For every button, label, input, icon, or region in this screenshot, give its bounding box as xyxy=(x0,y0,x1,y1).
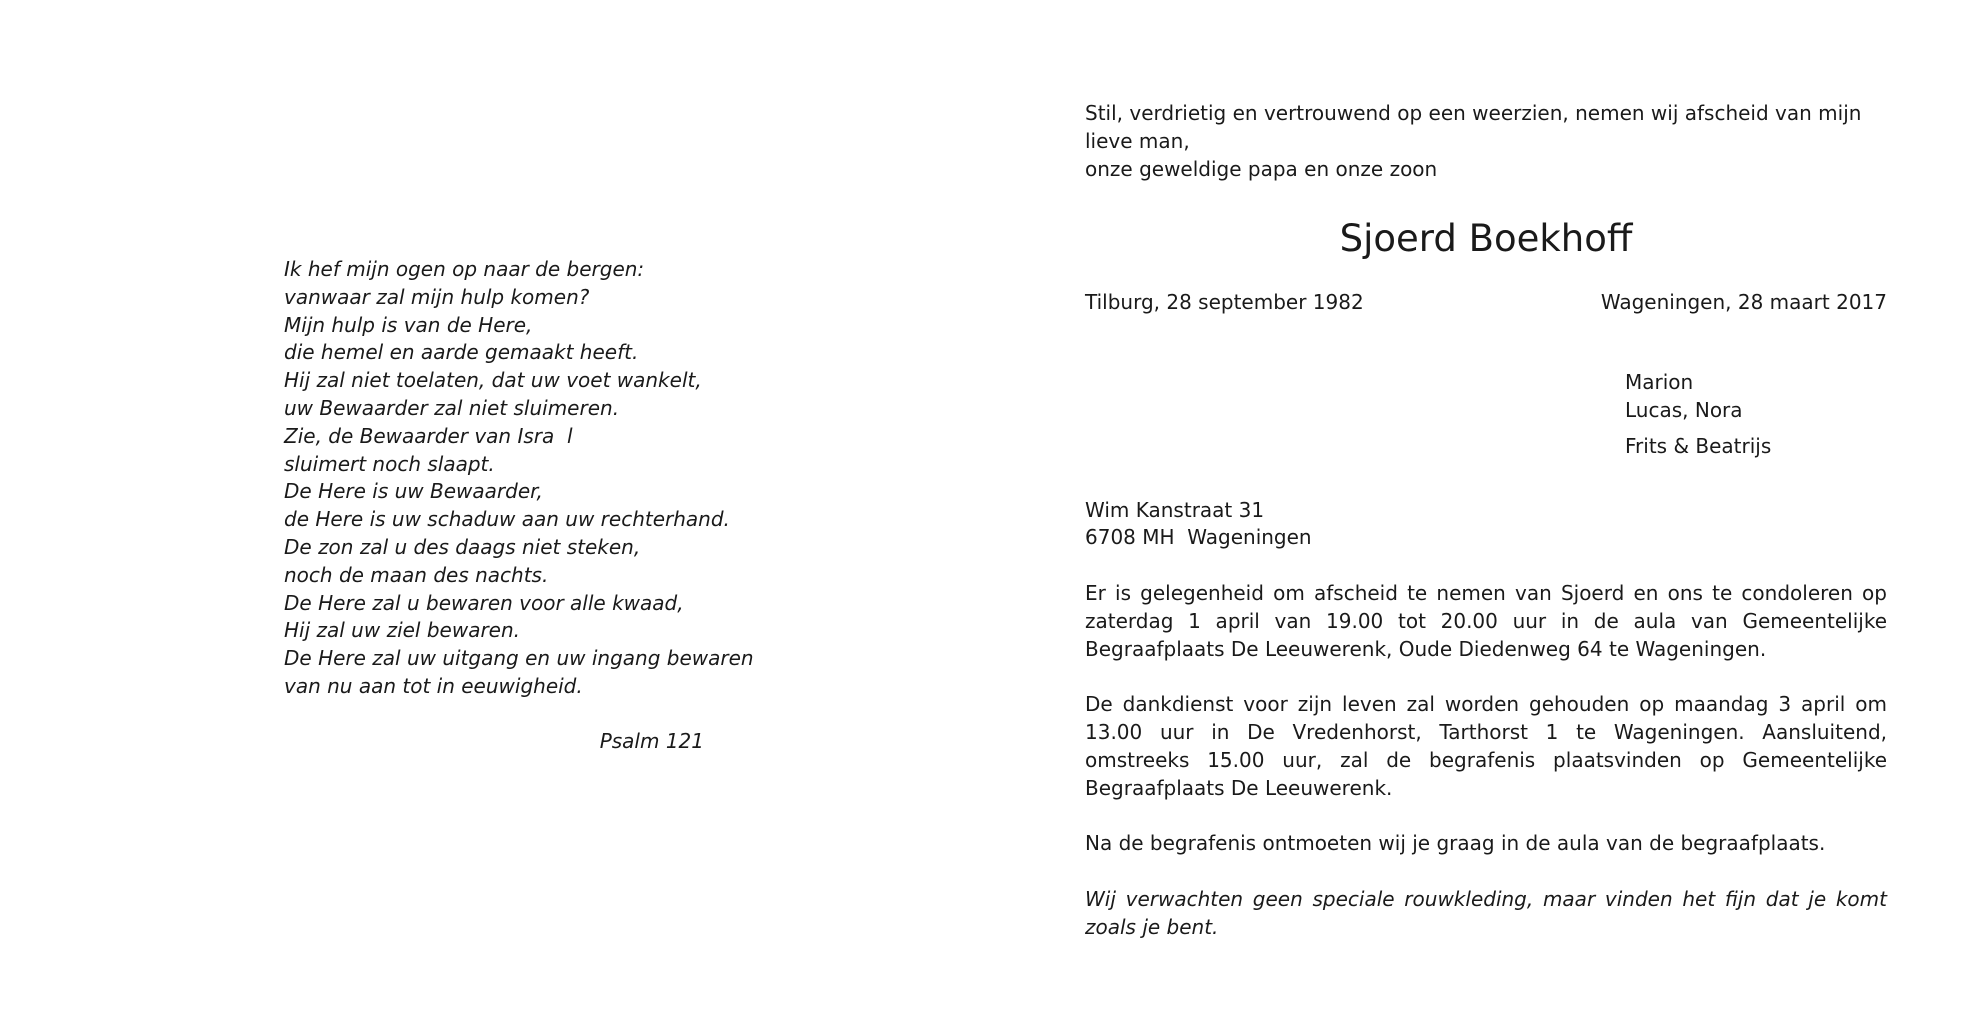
psalm-line: van nu aan tot in eeuwigheid. xyxy=(284,673,583,698)
psalm-line: De Here zal uw uitgang en uw ingang bewaren xyxy=(284,646,754,671)
address-city: 6708 MH Wageningen xyxy=(1085,525,1312,550)
psalm-line: Hij zal uw ziel bewaren. xyxy=(284,618,521,643)
meeting-paragraph: Na de begrafenis ontmoeten wij je graag in de aula van de begraafplaats. xyxy=(1085,831,1826,856)
psalm-line: noch de maan des nachts. xyxy=(284,562,549,587)
intro-text xyxy=(1085,100,1887,183)
correspondence-address xyxy=(1085,497,1887,553)
psalm-line: vanwaar zal mijn hulp komen? xyxy=(284,284,590,309)
psalm-text xyxy=(284,256,754,756)
psalm-line: De Here is uw Bewaarder, xyxy=(284,479,543,504)
right-page xyxy=(992,0,1984,1010)
address-street: Wim Kanstraat 31 xyxy=(1085,497,1265,522)
death-place-date: Wageningen, 28 maart 2017 xyxy=(1600,290,1887,315)
psalm-reference: Psalm 121 xyxy=(599,728,704,753)
psalm-line: de Here is uw schaduw aan uw rechterhand. xyxy=(284,507,730,532)
intro-line: onze geweldige papa en onze zoon xyxy=(1085,156,1438,181)
family-names xyxy=(1625,369,1887,460)
children-names: Lucas, Nora xyxy=(1625,397,1743,422)
service-paragraph: De dankdienst voor zijn leven zal worden gehouden op maandag 3 april om 13.00 uur in De Vredenhorst, Tarthorst 1 te Wageningen. Aansluitend, omstreeks 15.00 uur, zal de begrafenis plaatsvinden op Gemeentelijke Begraafplaats De Leeuwerenk. xyxy=(1085,692,1887,800)
parents-names: Frits & Beatrijs xyxy=(1625,433,1772,458)
spouse-name: Marion xyxy=(1625,370,1694,395)
psalm-line: die hemel en aarde gemaakt heeft. xyxy=(284,340,639,365)
psalm-line: Zie, de Bewaarder van Isra l xyxy=(284,423,573,448)
psalm-line: De Here zal u bewaren voor alle kwaad, xyxy=(284,590,684,615)
psalm-line: Hij zal niet toelaten, dat uw voet wankelt, xyxy=(284,368,702,393)
deceased-name: Sjoerd Boekhoff xyxy=(1339,217,1633,261)
psalm-line: Mijn hulp is van de Here, xyxy=(284,312,533,337)
psalm-line: De zon zal u des daags niet steken, xyxy=(284,534,641,559)
announcement xyxy=(1085,100,1887,941)
dates-row xyxy=(1085,289,1887,317)
clothing-paragraph: Wij verwachten geen speciale rouwkleding, maar vinden het fijn dat je komt zoals je bent. xyxy=(1085,886,1887,939)
intro-line: Stil, verdrietig en vertrouwend op een weerzien, nemen wij afscheid van mijn lieve man, xyxy=(1085,101,1862,153)
birth-place-date: Tilburg, 28 september 1982 xyxy=(1085,290,1364,315)
psalm-line: uw Bewaarder zal niet sluimeren. xyxy=(284,395,620,420)
psalm-line: Ik hef mijn ogen op naar de bergen: xyxy=(284,257,645,281)
psalm-line: sluimert noch slaapt. xyxy=(284,451,495,476)
condolence-paragraph: Er is gelegenheid om afscheid te nemen van Sjoerd en ons te condoleren op zaterdag 1 april van 19.00 tot 20.00 uur in de aula van Gemeentelijke Begraafplaats De Leeuwerenk, Oude Diedenweg 64 te Wageningen. xyxy=(1085,580,1887,661)
